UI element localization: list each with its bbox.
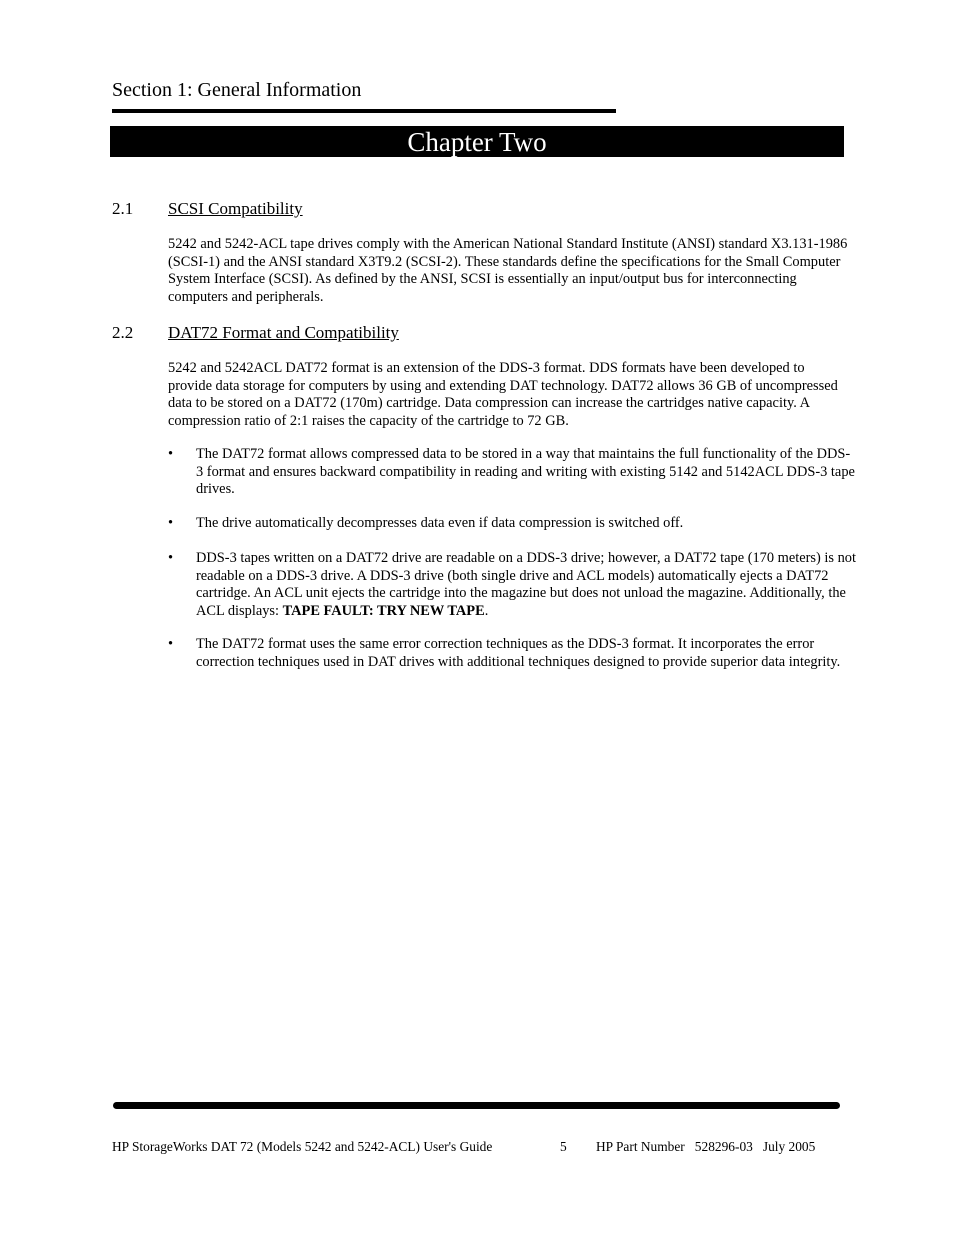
- section-heading-2-1: [112, 199, 303, 219]
- page-number: 5: [560, 1139, 567, 1154]
- bullet-marker: •: [168, 446, 174, 462]
- section-paragraph-2-2: 5242 and 5242ACL DAT72 format is an extension of the DDS-3 format. DDS formats have been developed to provide data storage for computers by using and extending DAT technology. DAT72 allows 36 GB of uncompressed data to be stored on a DAT72 (170m) cartridge. Data compression can increase the cartridges native capacity. A compression ratio of 2:1 raises the capacity of the cartridge to 72 GB.: [168, 360, 838, 429]
- section-title: Section 1: General Information: [112, 79, 362, 101]
- list-item-text: The DAT72 format allows compressed data to be stored in a way that maintains the full functionality of the DDS-3 format and ensures backward compatibility in reading and writing with existing 5142 and 5142ACL DDS-3 tape drives.: [196, 446, 855, 498]
- footer-part-number: HP Part Number 528296-03 July 2005: [596, 1139, 816, 1154]
- bullet-marker: •: [168, 515, 174, 531]
- footer-guide-title: HP StorageWorks DAT 72 (Models 5242 and 5242-ACL) User's Guide: [112, 1139, 493, 1154]
- list-item: [168, 550, 858, 620]
- section-number: 2.1: [112, 199, 134, 218]
- list-item-text-main: DDS-3 tapes written on a DAT72 drive are readable on a DDS-3 drive; however, a DAT72 tape (170 meters) is not readable on a DDS-3 drive. A DDS-3 drive (both single drive and ACL models) automatically ejects a DAT72 cartridge. An ACL unit ejects the cartridge into the magazine but does not unload the magazine. Additionally, the ACL displays:: [196, 550, 856, 619]
- list-item: [168, 636, 858, 671]
- list-item: [168, 446, 858, 499]
- section-number: 2.2: [112, 323, 134, 342]
- chapter-title: Chapter Two: [110, 126, 844, 157]
- footer-divider: [113, 1102, 840, 1109]
- bullet-marker: •: [168, 636, 174, 652]
- section-divider: [112, 109, 616, 113]
- section-heading-2-2: [112, 323, 399, 343]
- section-paragraph-2-1: 5242 and 5242-ACL tape drives comply with the American National Standard Institute (ANSI) standard X3.131-1986 (SCSI-1) and the ANSI standard X3T9.2 (SCSI-2). These standards define the specifications for the Small Computer System Interface (SCSI). As defined by the ANSI, SCSI is essentially an input/output bus for interconnecting computers and peripherals.: [168, 236, 848, 305]
- bullet-marker: •: [168, 550, 174, 566]
- section-heading-text: DAT72 Format and Compatibility: [168, 323, 399, 342]
- list-item-text: [196, 550, 856, 620]
- error-message-text: TAPE FAULT: TRY NEW TAPE: [282, 602, 485, 619]
- list-item-text: The drive automatically decompresses data even if data compression is switched off.: [196, 515, 684, 531]
- list-item-text: The DAT72 format uses the same error correction techniques as the DDS-3 format. It incorporates the error correction techniques used in DAT drives with additional techniques designed to provide superior data integrity.: [196, 636, 841, 670]
- list-item-text-tail: .: [484, 602, 489, 619]
- list-item: [168, 515, 858, 533]
- section-heading-text: SCSI Compatibility: [168, 199, 303, 218]
